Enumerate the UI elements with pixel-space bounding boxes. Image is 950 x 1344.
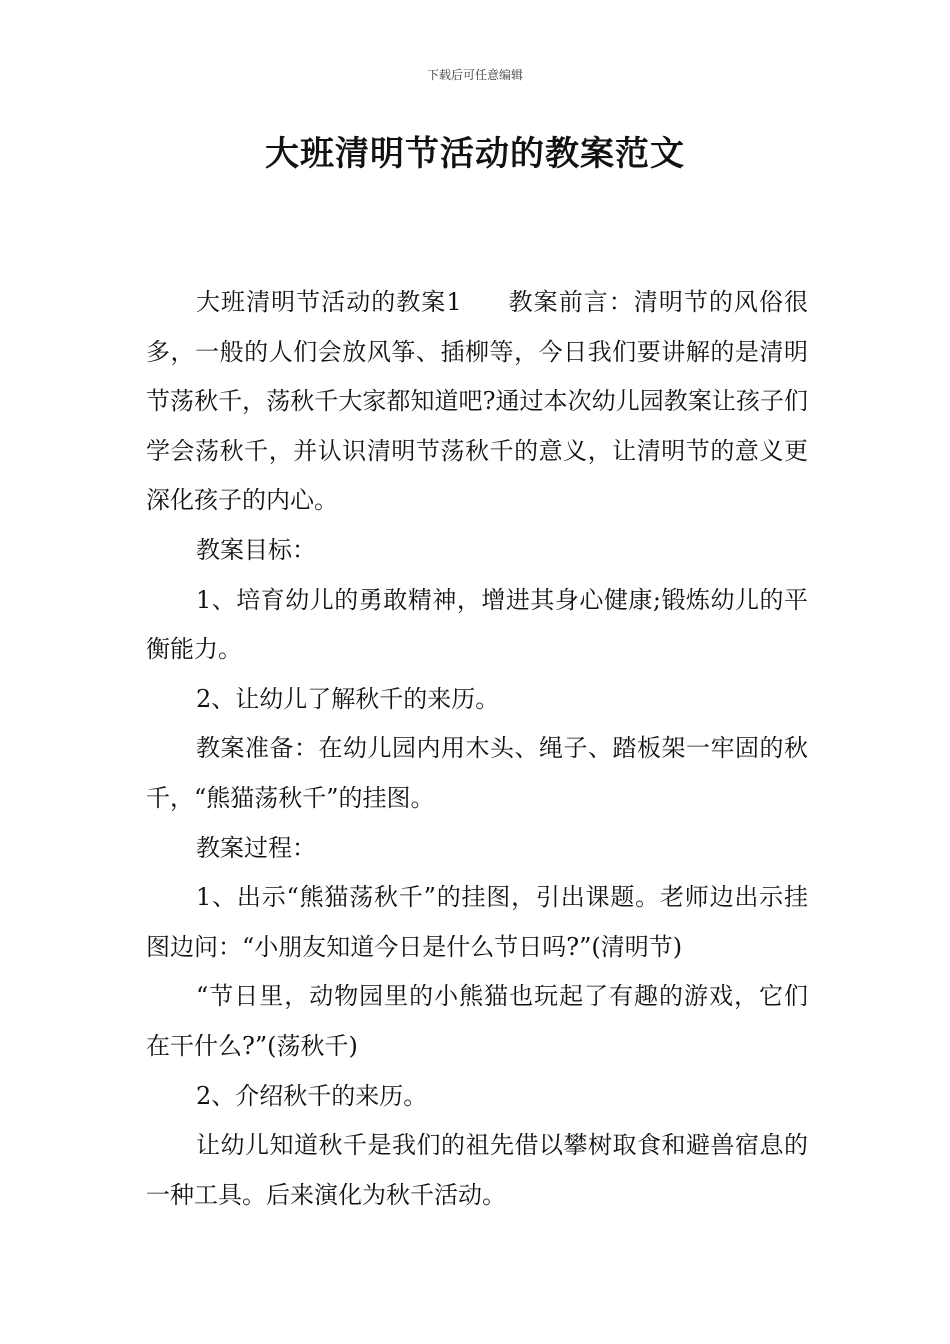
- paragraph-process-heading: 教案过程：: [196, 833, 316, 862]
- paragraph-process-1-cont: “节日里，动物园里的小熊猫也玩起了有趣的游戏，它们在干什么?”(荡秋千): [146, 982, 808, 1060]
- paragraph-objective-1: 1、培育幼儿的勇敢精神，增进其身心健康;锻炼幼儿的平衡能力。: [146, 585, 808, 664]
- paragraph-objectives-heading: 教案目标：: [196, 535, 316, 564]
- paragraph-objective-2: 2、让幼儿了解秋千的来历。: [196, 684, 500, 713]
- intro-paragraph: [146, 278, 808, 526]
- document-title: 大班清明节活动的教案范文: [265, 134, 685, 174]
- paragraph-preparation: 教案准备：在幼儿园内用木头、绳子、踏板架一牢固的秋千，“熊猫荡秋千”的挂图。: [146, 734, 808, 812]
- paragraph-process-2: 2、介绍秋千的来历。: [196, 1081, 428, 1110]
- intro-heading: 大班清明节活动的教案1: [196, 288, 462, 316]
- header-note: 下载后可任意编辑: [426, 68, 523, 82]
- paragraph-process-1: 1、出示“熊猫荡秋千”的挂图，引出课题。老师边出示挂图边问：“小朋友知道今日是什么节日吗?”(清明节): [146, 883, 808, 961]
- paragraph-process-2-detail: 让幼儿知道秋千是我们的祖先借以攀树取食和避兽宿息的一种工具。后来演化为秋千活动。: [146, 1131, 808, 1209]
- intro-text: 教案前言：清明节的风俗很多，一般的人们会放风筝、插柳等，今日我们要讲解的是清明节荡秋千，荡秋千大家都知道吧?通过本次幼儿园教案让孩子们学会荡秋千，并认识清明节荡秋千的意义，让清明节的意义更深化孩子的内心。: [146, 288, 809, 515]
- document-body: [146, 278, 808, 1220]
